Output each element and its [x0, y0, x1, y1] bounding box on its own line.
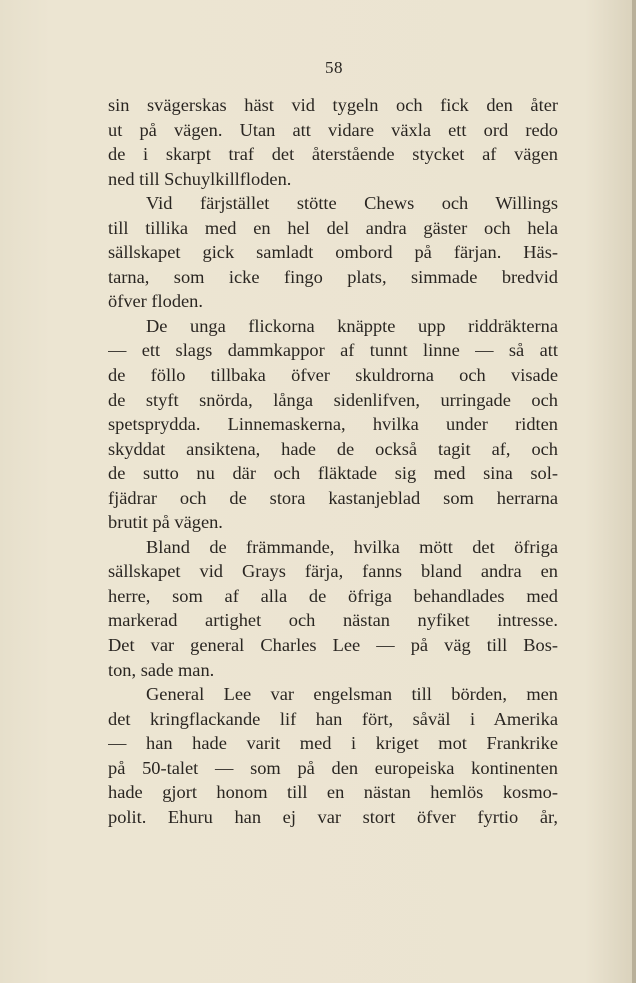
text-line: på 50-talet — som på den europeiska kontinenten — [108, 757, 558, 778]
text-line: General Lee var engelsman till börden, men — [146, 684, 558, 705]
text-line: ned till Schuylkillfloden. — [108, 168, 292, 189]
text-line: de i skarpt traf det återstående stycket af vägen — [108, 144, 558, 165]
text-line: öfver floden. — [108, 291, 203, 312]
text-line: Vid färjstället stötte Chews och Willings — [146, 193, 558, 214]
text-line: sällskapet gick samladt ombord på färjan. Häs- — [108, 242, 558, 263]
text-line: markerad artighet och nästan nyfiket intresse. — [108, 610, 558, 631]
text-line: skyddat ansiktena, hade de också tagit af, och — [108, 438, 558, 459]
text-line: brutit på vägen. — [108, 512, 223, 533]
text-line: hade gjort honom till en nästan hemlös kosmo- — [108, 782, 558, 803]
text-line: de sutto nu där och fläktade sig med sina sol- — [108, 463, 558, 484]
text-line: herre, som af alla de öfriga behandlades med — [108, 585, 558, 606]
text-line: sin svägerskas häst vid tygeln och fick den åter — [108, 95, 558, 115]
text-line: fjädrar och de stora kastanjeblad som herrarna — [108, 487, 558, 508]
text-line: de föllo tillbaka öfver skuldrorna och visade — [108, 365, 558, 386]
text-line: De unga flickorna knäppte upp riddräkterna — [146, 315, 558, 336]
page-edge — [632, 0, 636, 983]
text-line: de styft snörda, långa sidenlifven, urringade och — [108, 389, 558, 410]
text-line: ton, sade man. — [108, 659, 215, 680]
text-line: tarna, som icke fingo plats, simmade bredvid — [108, 266, 558, 287]
text-line: spetsprydda. Linnemaskerna, hvilka under ridten — [108, 414, 558, 435]
page-number: 58 — [325, 58, 343, 77]
body-text — [108, 93, 558, 829]
text-line: — ett slags dammkappor af tunnt linne — så att — [108, 340, 558, 361]
text-line: till tillika med en hel del andra gäster och hela — [108, 217, 558, 238]
text-line: — han hade varit med i kriget mot Frankrike — [108, 733, 558, 754]
text-line: sällskapet vid Grays färja, fanns bland andra en — [108, 561, 558, 582]
text-line: det kringflackande lif han fört, såväl i Amerika — [108, 708, 558, 729]
text-line: Det var general Charles Lee — på väg till Bos- — [108, 635, 558, 656]
text-line: polit. Ehuru han ej var stort öfver fyrtio år, — [108, 806, 558, 827]
text-line: ut på vägen. Utan att vidare växla ett ord redo — [108, 119, 558, 140]
text-line: Bland de främmande, hvilka mött det öfriga — [146, 536, 558, 557]
